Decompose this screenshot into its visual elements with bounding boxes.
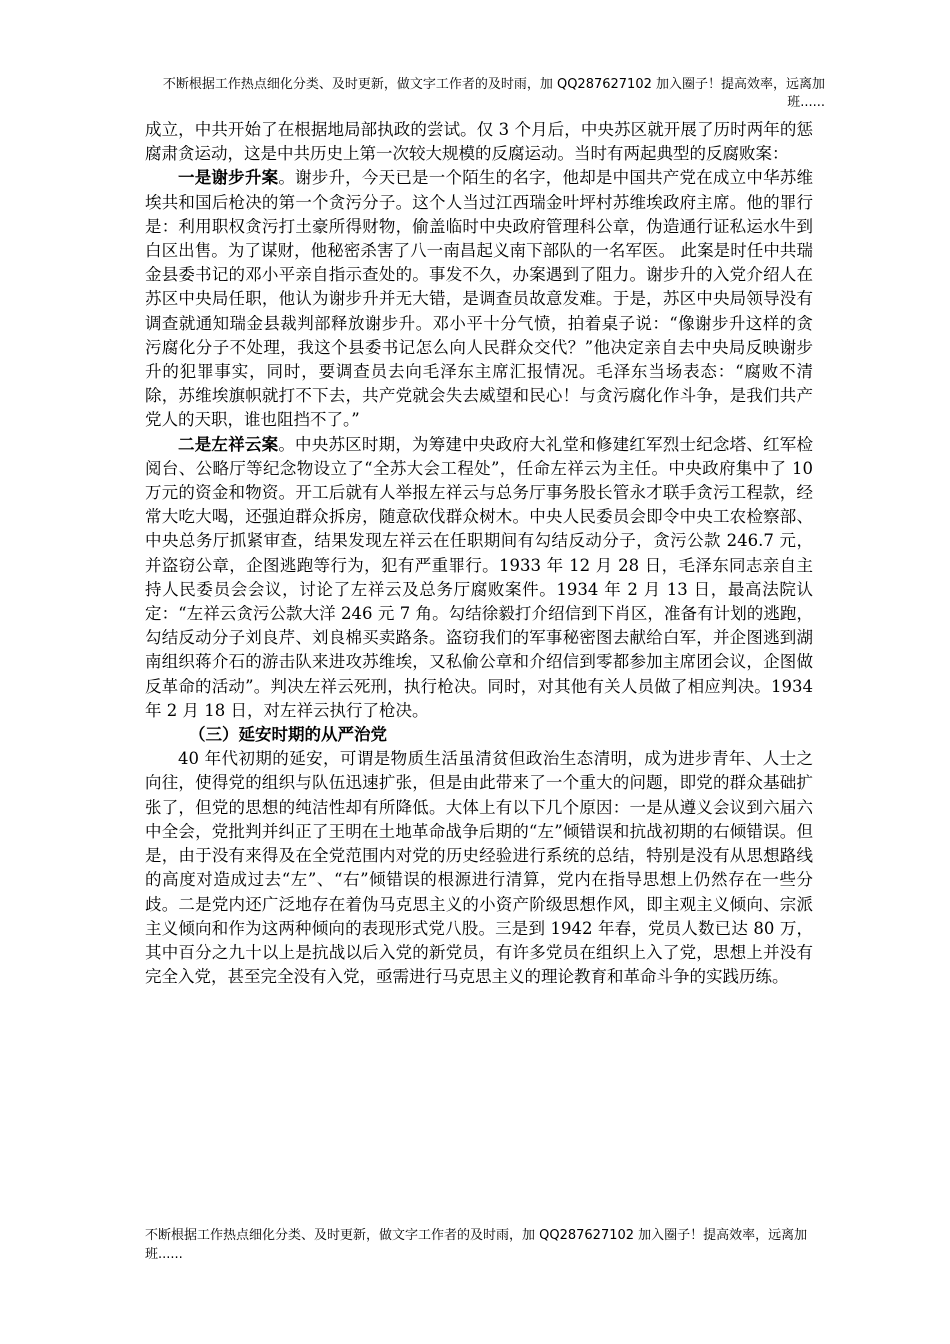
- paragraph-intro: 成立，中共开始了在根据地局部执政的尝试。仅 3 个月后，中央苏区就开展了历时两年的惩腐肃贪运动，这是中共历史上第一次较大规模的反腐运动。当时有两起典型的反腐败案：: [145, 120, 813, 164]
- case-2-title: 二是左祥云案: [178, 434, 279, 454]
- paragraph-case-1: [145, 166, 813, 432]
- page-footer-notice: 不断根据工作热点细化分类、及时更新，做文字工作者的及时雨，加 QQ287627102 加入圈子！提高效率，远离加班......: [145, 1228, 808, 1262]
- case-1-text: 。谢步升，今天已是一个陌生的名字，他却是中国共产党在成立中华苏维埃共和国后枪决的第一个贪污分子。这个人当过江西瑞金叶坪村苏维埃政府主席。他的罪行是：利用职权贪污打土豪所得财物，偷盖临时中央政府管理科公章，伪造通行证私运水牛到白区出售。为了谋财，他秘密杀害了八一南昌起义南下部队的一名军医。 此案是时任中共瑞金县委书记的邓小平亲自指示查处的。事发不久，办案遇到了阻力。谢步升的入党介绍人在苏区中央局任职，他认为谢步升并无大错，是调查员故意发难。于是，苏区中央局领导没有调查就通知瑞金县裁判部释放谢步升。邓小平十分气愤，拍着桌子说：“像谢步升这样的贪污腐化分子不处理，我这个县委书记怎么向人民群众交代？”他决定亲自去中央局反映谢步升的犯罪事实，同时，要调查员去向毛泽东主席汇报情况。毛泽东当场表态：“腐败不清除，苏维埃旗帜就打不下去，共产党就会失去威望和民心！与贪污腐化作斗争，是我们共产党人的天职，谁也阻挡不了。”: [145, 168, 814, 430]
- paragraph-case-2: [145, 433, 813, 723]
- document-body: [145, 118, 813, 989]
- page-header-notice: 不断根据工作热点细化分类、及时更新，做文字工作者的及时雨，加 QQ287627102 加入圈子！提高效率，远离加班......: [162, 77, 825, 110]
- case-2-text: 。中央苏区时期，为筹建中央政府大礼堂和修建红军烈士纪念塔、红军检阅台、公略厅等纪念物设立了“全苏大会工程处”，任命左祥云为主任。中央政府集中了 10 万元的资金和物资。开工后就有人举报左祥云与总务厅事务股长管永才联手贪污工程款，经常大吃大喝，还强迫群众拆房，随意砍伐群众树木。中央人民委员会即令中央工农检察部、中央总务厅抓紧审查，结果发现左祥云在任职期间有勾结反动分子，贪污公款 246.7 元，并盗窃公章，企图逃跑等行为，犯有严重罪行。1933 年 12 月 28 日，毛泽东同志亲自主持人民委员会会议，讨论了左祥云及总务厅腐败案件。1934 年 2 月 13 日，最高法院认定：“左祥云贪污公款大洋 246 元 7 角。勾结徐毅打介绍信到下肖区，准备有计划的逃跑，勾结反动分子刘良芹、刘良棉买卖路条。盗窃我们的军事秘密图去献给白军，并企图逃到湖南组织蒋介石的游击队来进攻苏维埃，又私偷公章和介绍信到零都参加主席团会议，企图做反革命的活动”。判决左祥云死刑，执行枪决。同时，对其他有关人员做了相应判决。1934 年 2 月 18 日，对左祥云执行了枪决。: [145, 434, 814, 720]
- section-heading-yanan: （三）延安时期的从严治党: [189, 725, 387, 745]
- paragraph-yanan: 40 年代初期的延安，可谓是物质生活虽清贫但政治生态清明，成为进步青年、人士之向往，使得党的组织与队伍迅速扩张，但是由此带来了一个重大的问题，即党的群众基础扩张了，但党的思想的纯洁性却有所降低。大体上有以下几个原因：一是从遵义会议到六届六中全会，党批判并纠正了王明在土地革命战争后期的“左”倾错误和抗战初期的右倾错误。但是，由于没有来得及在全党范围内对党的历史经验进行系统的总结，特别是没有从思想路线的高度对造成过去“左”、“右”倾错误的根源进行清算，党内在指导思想上仍然存在一些分歧。二是党内还广泛地存在着伪马克思主义的小资产阶级思想作风，即主观主义倾向、宗派主义倾向和作为这两种倾向的表现形式党八股。三是到 1942 年春，党员人数已达 80 万，其中百分之九十以上是抗战以后入党的新党员，有许多党员在组织上入了党，思想上并没有完全入党，甚至完全没有入党，亟需进行马克思主义的理论教育和革命斗争的实践历练。: [145, 749, 813, 987]
- case-1-title: 一是谢步升案: [178, 168, 279, 188]
